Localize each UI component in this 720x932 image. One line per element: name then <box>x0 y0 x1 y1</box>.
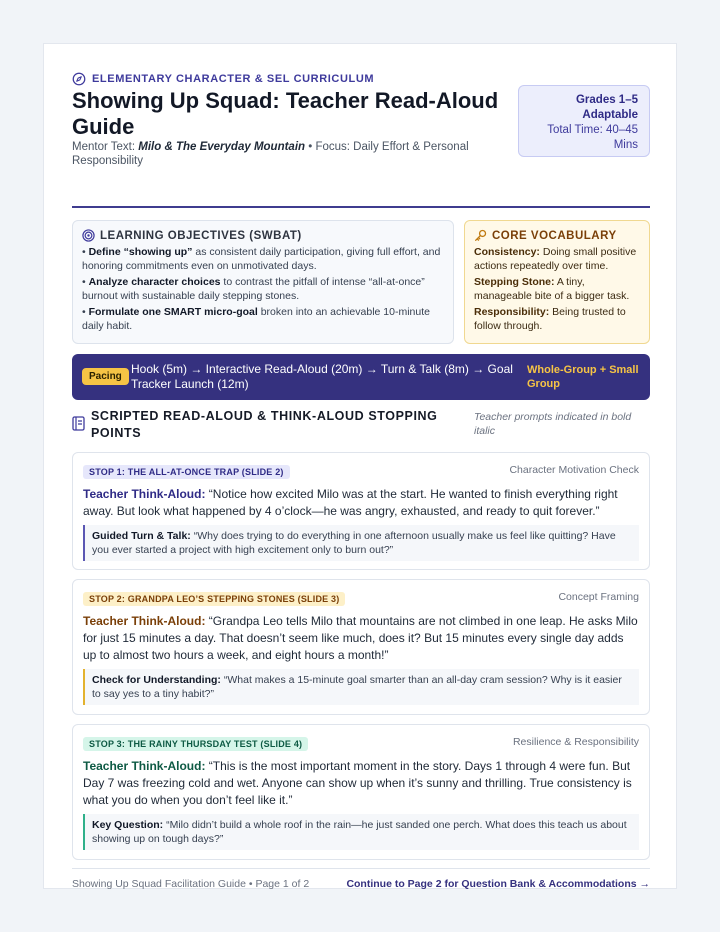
total-time: Total Time: 40–45 Mins <box>547 124 638 151</box>
prompt-label: Check for Understanding: <box>92 674 221 686</box>
objective-item: • Define “showing up” as consistent daily participation, giving full effort, and honoring commitments even on unmotivated days. <box>82 246 441 272</box>
objectives-heading <box>82 229 444 242</box>
page-title: Showing Up Squad: Teacher Read-Aloud Guide <box>72 88 499 139</box>
think-aloud-label: Teacher Think-Aloud: <box>83 487 206 501</box>
objective-bold: Define “showing up” <box>88 246 193 258</box>
vocab-term: Consistency: <box>474 246 540 258</box>
discussion-prompt <box>83 669 639 705</box>
think-aloud-body: “This is the most important moment in the story. Days 1 through 4 were fun. But Day 7 was freezing cold and wet. Anyone can show up when it’s sunny and thrilling. True consistency is what you do when you don’t feel like it.” <box>83 759 632 807</box>
core-vocabulary-box <box>464 220 650 344</box>
think-aloud-body: “Grandpa Leo tells Milo that mountains are not climbed in one leap. He asks Milo for just 15 minutes a day. That doesn’t seem like much, does it? But 15 minutes every single day adds up to almost two hours a week, and eight hours a month!” <box>83 614 638 662</box>
think-aloud-text <box>83 613 639 664</box>
prompt-label: Key Question: <box>92 819 164 831</box>
stop-card <box>72 724 650 860</box>
footer-page-info: Showing Up Squad Facilitation Guide • Page 1 of 2 <box>72 878 310 890</box>
vocab-definition: A tiny, manageable bite of a bigger task. <box>474 276 630 302</box>
stop-tag: STOP 1: THE ALL-AT-ONCE TRAP (SLIDE 2) <box>83 465 290 479</box>
objective-text: broken into an achievable 10-minute daily habit. <box>82 306 430 332</box>
think-aloud-text <box>83 758 639 809</box>
mentor-prefix: Mentor Text: <box>72 141 139 153</box>
objective-item: • Analyze character choices to contrast the pitfall of intense “all-at-once” burnout with sustainable daily stepping stones. <box>82 276 425 302</box>
focus-text: • Focus: Daily Effort & Personal Responsibility <box>72 141 469 167</box>
page-header <box>72 72 650 208</box>
think-aloud-label: Teacher Think-Aloud: <box>83 759 206 773</box>
vocab-term: Responsibility: <box>474 306 550 318</box>
vocab-item <box>474 306 640 333</box>
think-aloud-body: “Notice how excited Milo was at the start. He wanted to finish everything right away. But look what happened by 4 o’clock—he was angry, exhausted, and ready to quit forever.” <box>83 487 618 518</box>
grade-range: Grades 1–5 Adaptable <box>575 94 638 121</box>
prompt-text: “What makes a 15-minute goal smarter than an all-day cram session? Why is it easier to say yes to a tiny habit?” <box>92 674 622 700</box>
discussion-prompt <box>83 814 639 850</box>
vocabulary-heading <box>474 229 640 242</box>
mentor-text-line <box>72 140 492 168</box>
grade-time-box <box>518 85 650 157</box>
objective-text: as consistent daily participation, giving full effort, and honoring commitments even on unmotivated days. <box>82 246 441 272</box>
stop-card <box>72 579 650 715</box>
key-icon <box>474 229 487 242</box>
pacing-badge: Pacing <box>82 368 129 385</box>
read-aloud-section-header <box>72 408 650 444</box>
think-aloud-text <box>83 486 639 520</box>
pacing-sequence: Hook (5m) → Interactive Read-Aloud (20m) → Turn & Talk (8m) → Goal Tracker Launch (12m) <box>131 362 513 391</box>
guide-page <box>43 43 677 889</box>
continue-link[interactable]: Continue to Page 2 for Question Bank & Accommodations → <box>346 878 650 890</box>
compass-icon <box>72 72 86 86</box>
objective-text: to contrast the pitfall of intense “all-at-once” burnout with sustainable daily stepping stones. <box>82 276 425 302</box>
vocab-term: Stepping Stone: <box>474 276 555 288</box>
vocab-item <box>474 276 640 303</box>
objective-item: • Formulate one SMART micro-goal broken into an achievable 10-minute daily habit. <box>82 306 430 332</box>
vocab-definition: Doing small positive actions repeatedly over time. <box>474 246 637 272</box>
stop-category: Character Motivation Check <box>509 464 639 476</box>
curriculum-eyebrow <box>72 72 374 86</box>
objectives-heading-text: LEARNING OBJECTIVES (SWBAT) <box>100 229 302 242</box>
page-content <box>72 72 650 890</box>
page-footer <box>72 868 650 890</box>
mentor-title: Milo & The Everyday Mountain <box>138 141 306 153</box>
grouping-label: Whole-Group + Small Group <box>527 364 639 390</box>
eyebrow-text: ELEMENTARY CHARACTER & SEL CURRICULUM <box>92 73 375 85</box>
vocab-definition: Being trusted to follow through. <box>474 306 626 332</box>
prompt-text: “Why does trying to do everything in one afternoon usually make us feel like quitting? Have you ever started a project with high excitement only to burn out?” <box>92 530 616 556</box>
stop-category: Concept Framing <box>558 591 639 603</box>
objective-bold: Analyze character choices <box>88 276 221 288</box>
think-aloud-label: Teacher Think-Aloud: <box>83 614 206 628</box>
stop-tag: STOP 2: GRANDPA LEO’S STEPPING STONES (SLIDE 3) <box>83 592 345 606</box>
stop-card <box>72 452 650 570</box>
target-icon <box>82 229 95 242</box>
book-icon <box>72 416 85 431</box>
learning-objectives-box <box>72 220 454 344</box>
prompt-label: Guided Turn & Talk: <box>92 530 191 542</box>
objective-bold: Formulate one SMART micro-goal <box>88 306 258 318</box>
discussion-prompt <box>83 525 639 561</box>
prompt-text: “Milo didn’t build a whole roof in the rain—he just sanded one perch. What does this teach us about showing up on tough days?” <box>92 819 627 845</box>
stop-category: Resilience & Responsibility <box>512 736 639 748</box>
stop-tag: STOP 3: THE RAINY THURSDAY TEST (SLIDE 4) <box>83 737 308 751</box>
vocab-item <box>474 246 640 273</box>
section-title: SCRIPTED READ-ALOUD & THINK-ALOUD STOPPING POINTS <box>91 409 438 440</box>
vocabulary-heading-text: CORE VOCABULARY <box>492 229 617 242</box>
section-note: Teacher prompts indicated in bold italic <box>474 411 632 437</box>
pacing-banner <box>72 354 650 400</box>
